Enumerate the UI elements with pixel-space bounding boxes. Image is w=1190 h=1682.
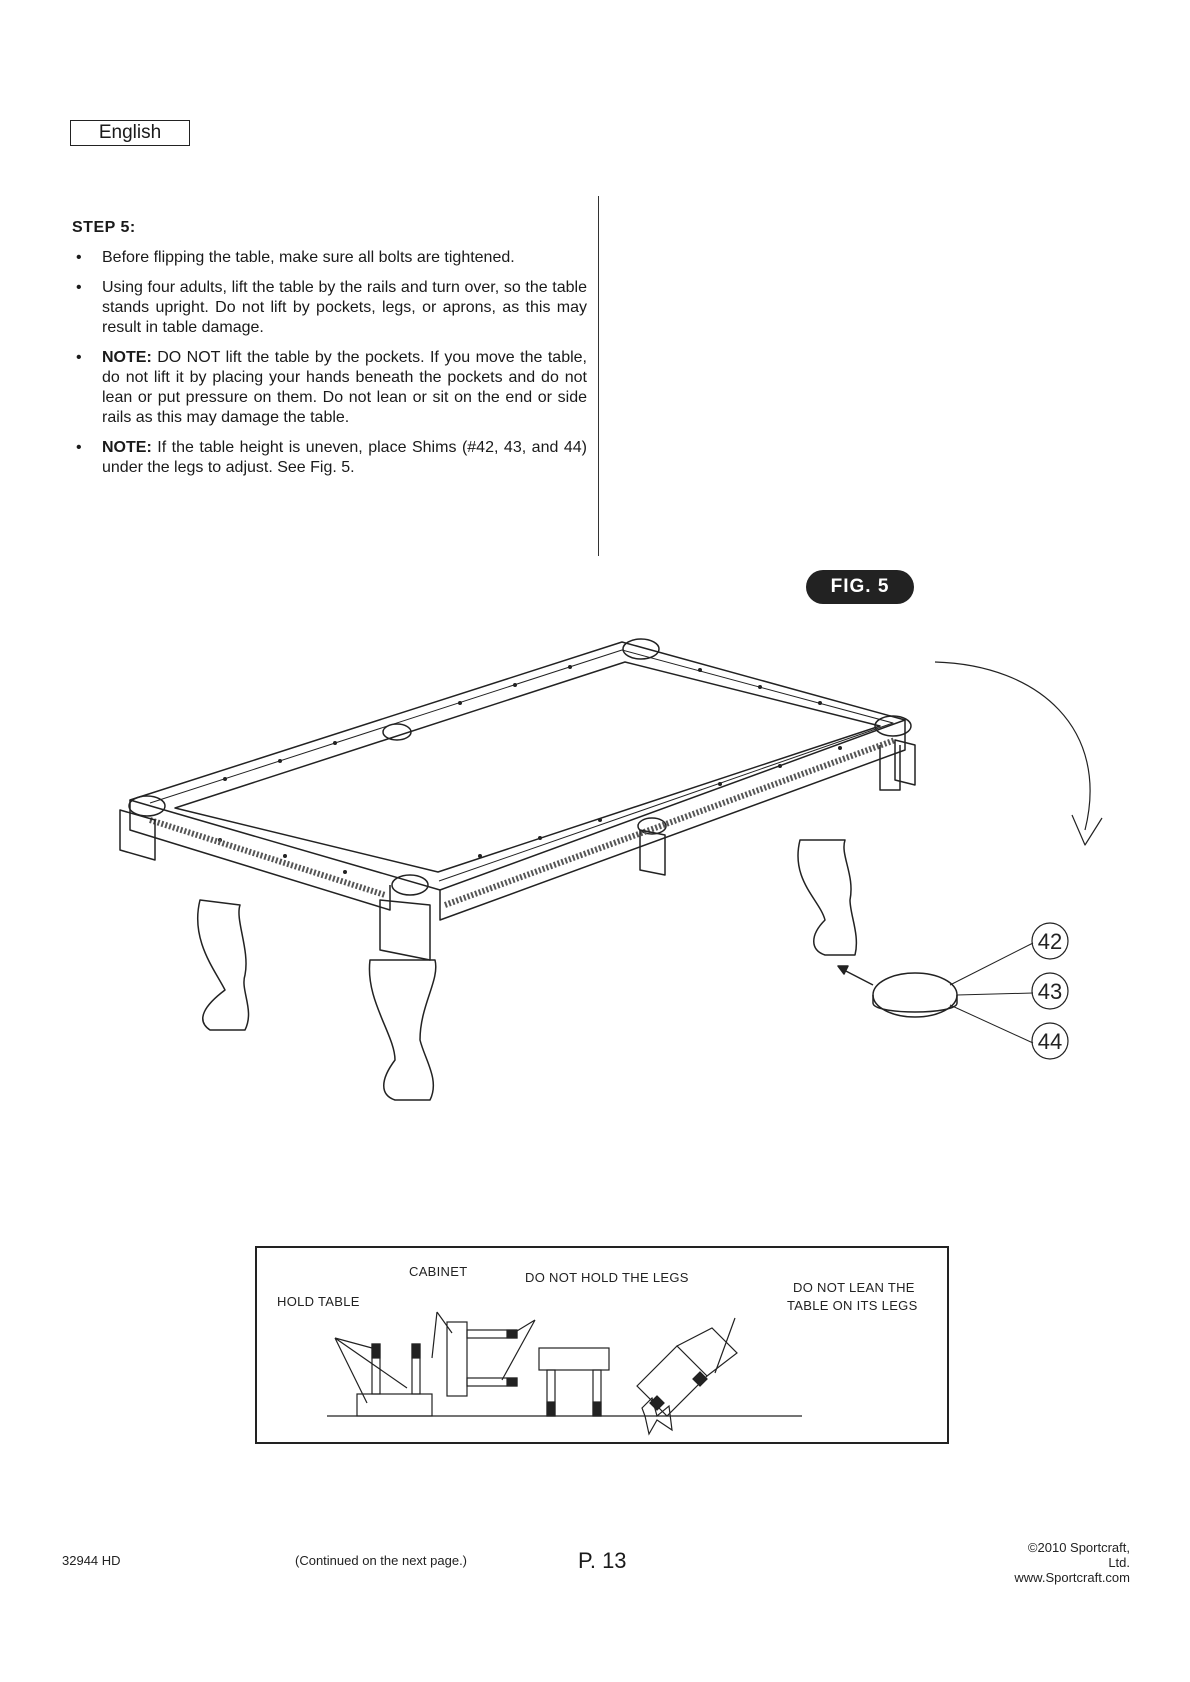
figure-badge: FIG. 5: [806, 570, 914, 604]
tassel-side: [640, 830, 665, 875]
label-cabinet: CABINET: [409, 1264, 468, 1279]
handling-warning-box: [255, 1246, 949, 1444]
tassel-left: [120, 810, 155, 860]
pocket-back-right: [623, 639, 659, 659]
language-label: English: [70, 120, 190, 146]
step-title: STEP 5:: [72, 219, 136, 236]
flip-arrow: [935, 662, 1090, 830]
step-bullet: • Using four adults, lift the table by the rails and turn over, so the table stands upright. Do not lift by pockets, legs, or aprons, as this may result in table damage.: [72, 278, 587, 338]
note-label: NOTE:: [102, 349, 152, 366]
leg-front-right: [798, 840, 856, 955]
page-number: P. 13: [578, 1548, 627, 1573]
pocket-back-left: [129, 796, 165, 816]
leg-front-left: [369, 960, 435, 1100]
leg-back-right: [880, 745, 900, 790]
cabinet-body: [447, 1322, 467, 1396]
callout-42: 42: [1037, 929, 1063, 954]
table-base: [357, 1394, 432, 1416]
footer-copyright: [1010, 1540, 1130, 1585]
step-bullet: • Before flipping the table, make sure all bolts are tightened.: [72, 248, 587, 268]
website-text: www.Sportcraft.com: [1014, 1570, 1130, 1585]
label-hold-table: HOLD TABLE: [277, 1294, 360, 1309]
note-label: NOTE:: [102, 439, 152, 456]
handling-diagram: [257, 1248, 947, 1442]
label-do-not-lean-1: DO NOT LEAN THE: [793, 1280, 915, 1295]
footer-model: 32944 HD: [62, 1553, 121, 1568]
leg-back-left: [198, 900, 249, 1030]
step-bullet-note: • NOTE: If the table height is uneven, place Shims (#42, 43, and 44) under the legs to adjust. See Fig. 5.: [72, 438, 587, 478]
label-do-not-hold-legs: DO NOT HOLD THE LEGS: [525, 1270, 689, 1285]
step-bullet-note: • NOTE: DO NOT lift the table by the pockets. If you move the table, do not lift it by placing your hands beneath the pockets and do not lean or put pressure on them. Do not lean or sit on the end or side rails as this may damage the table.: [72, 348, 587, 428]
copyright-text: ©2010 Sportcraft, Ltd.: [1027, 1540, 1130, 1570]
table-felt: [175, 662, 880, 872]
label-do-not-lean-2: TABLE ON ITS LEGS: [787, 1298, 918, 1313]
callout-44: 44: [1037, 1029, 1063, 1054]
footer-continued: (Continued on the next page.): [295, 1553, 468, 1568]
callout-43: 43: [1037, 979, 1063, 1004]
